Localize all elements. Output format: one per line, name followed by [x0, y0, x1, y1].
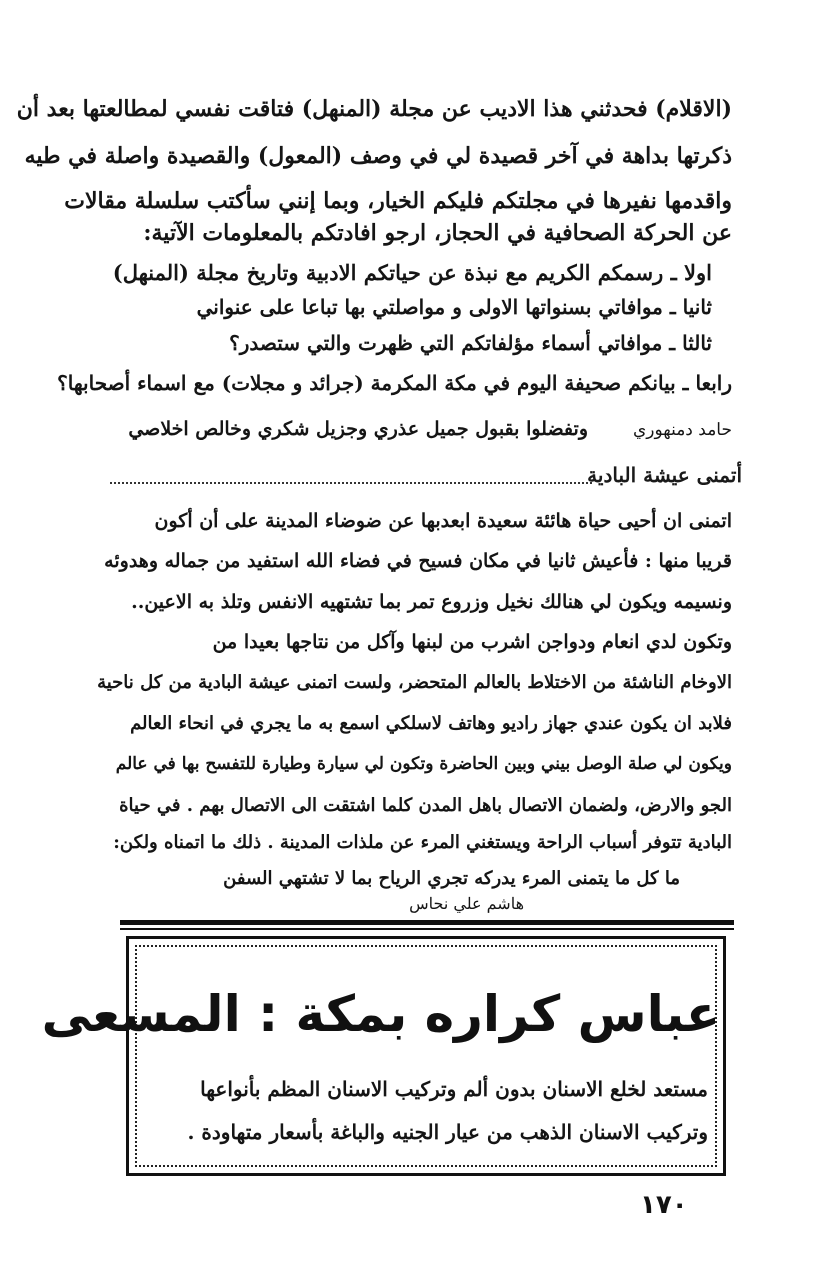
section-line: قريبا منها : فأعيش ثانيا في مكان فسيح في فضاء الله استفيد من جماله وهدوئه	[104, 550, 732, 572]
heavy-divider	[120, 928, 734, 930]
article-line: واقدمها نفيرها في مجلتكم فليكم الخيار، وبما إنني سأكتب سلسلة مقالات	[64, 188, 732, 214]
section-line: الاوخام الناشئة من الاختلاط بالعالم المتحضر، ولست اتمنى عيشة البادية من كل ناحية	[97, 672, 732, 693]
advertisement-line: مستعد لخلع الاسنان بدون ألم وتركيب الاسنان المظم بأنواعها	[200, 1077, 708, 1101]
section-heading: أتمنى عيشة البادية	[587, 463, 742, 487]
section-line: البادية تتوفر أسباب الراحة ويستغني المرء عن ملذات المدينة . ذلك ما اتمناه ولكن:	[113, 832, 732, 853]
advertisement-line: وتركيب الاسنان الذهب من عيار الجنيه والباغة بأسعار متهاودة .	[187, 1120, 708, 1144]
section-line: ونسيمه ويكون لي هنالك نخيل وزروع تمر بما تشتهيه الانفس وتلذ به الاعين..	[131, 591, 732, 613]
section-line: ويكون لي صلة الوصل بيني وبين الحاضرة وتكون لي سيارة وطيارة للتفسح بها في عالم	[115, 754, 732, 774]
list-item: رابعا ـ بيانكم صحيفة اليوم في مكة المكرمة (جرائد و مجلات) مع اسماء أصحابها؟	[57, 371, 732, 395]
section-line: اتمنى ان أحيى حياة هائئة سعيدة ابعدبها عن ضوضاء المدينة على أن أكون	[154, 510, 732, 532]
list-item: اولا ـ رسمكم الكريم مع نبذة عن حياتكم الادبية وتاريخ مجلة (المنهل)	[112, 260, 712, 285]
poem-author: هاشم علي نحاس	[409, 894, 524, 913]
section-line: فلابد ان يكون عندي جهاز راديو وهاتف لاسلكي اسمع به ما يجري في انحاء العالم	[130, 713, 732, 734]
heavy-divider	[120, 920, 734, 925]
poem-verse: ما كل ما يتمنى المرء يدركه تجري الرياح بما لا تشتهي السفن	[223, 868, 680, 889]
article-line: ذكرتها بداهة في آخر قصيدة لي في وصف (المعول) والقصيدة واصلة في طيه	[24, 143, 732, 169]
list-item: ثالثا ـ موافاتي أسماء مؤلفاتكم التي ظهرت والتي ستصدر؟	[229, 331, 712, 355]
dotted-divider	[110, 482, 592, 484]
section-line: وتكون لدي انعام ودواجن اشرب من لبنها وآكل من نتاجها بعيدا من	[212, 631, 732, 653]
closing-line: وتفضلوا بقبول جميل عذري وجزيل شكري وخالص اخلاصي	[128, 418, 588, 440]
signature: حامد دمنهوري	[632, 420, 732, 440]
list-item: ثانيا ـ موافاتي بسنواتها الاولى و مواصلتي بها تباعا على عنواني	[196, 295, 712, 319]
article-line: (الاقلام) فحدثني هذا الاديب عن مجلة (المنهل) فتاقت نفسي لمطالعتها بعد أن	[16, 96, 732, 122]
advertisement-title: عباس كراره بمكة : المسعى	[41, 985, 720, 1043]
section-line: الجو والارض، ولضمان الاتصال باهل المدن كلما اشتقت الى الاتصال بهم . في حياة	[119, 795, 732, 816]
page-number: ١٧٠	[640, 1190, 688, 1220]
article-line: عن الحركة الصحافية في الحجاز، ارجو افادتكم بالمعلومات الآتية:	[143, 220, 732, 246]
